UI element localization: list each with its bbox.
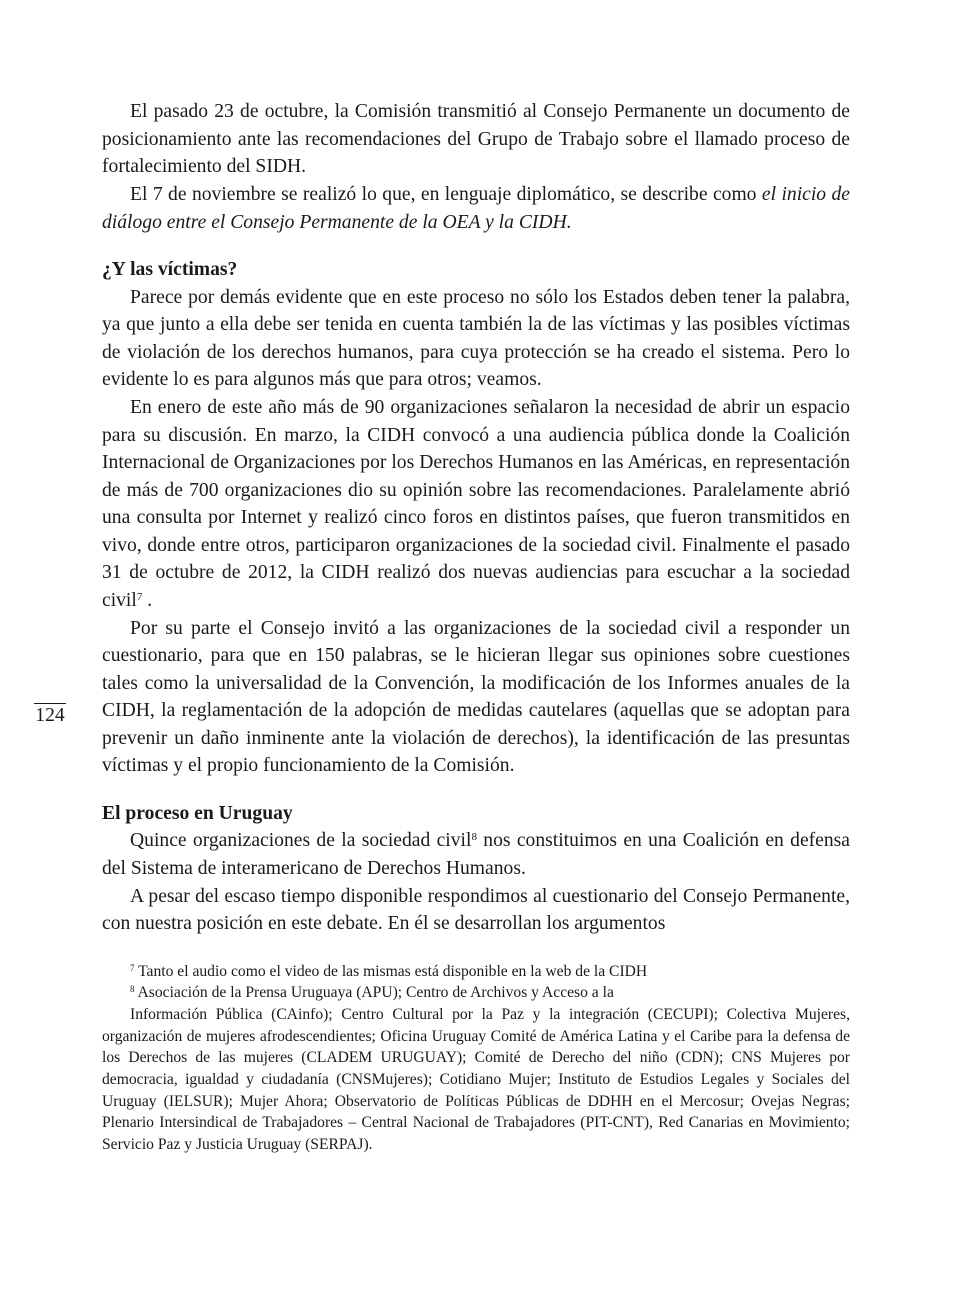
page-number: 124 <box>35 705 65 726</box>
uruguay-paragraph-1-end: nos constituimos en una Coalición en defensa del Sistema de interamericano de Derechos Humanos. <box>102 830 850 879</box>
uruguay-paragraph-2: A pesar del escaso tiempo disponible respondimos al cuestionario del Consejo Permanente, con nuestra posición en este debate. En él se desarrollan los argumentos <box>102 885 850 934</box>
intro-paragraph-1: El pasado 23 de octubre, la Comisión transmitió al Consejo Permanente un documento de posicionamiento ante las recomendaciones del Grupo de Trabajo sobre el llamado proceso de fortalecimiento del SIDH. <box>102 101 850 177</box>
victims-paragraph-1: Parece por demás evidente que en este proceso no sólo los Estados deben tener la palabra, ya que junto a ella debe ser tenida en cuenta también la de las víctimas y las posibles víctimas de violación de los derechos humanos, para cuya protección se ha creado el sistema. Pero lo evidente lo es para algunos más que para otros; veamos. <box>102 286 850 390</box>
victims-paragraph-3: Por su parte el Consejo invitó a las organizaciones de la sociedad civil a responder un cuestionario, para que en 150 palabras, se le hicieran llegar sus opiniones sobre cuestiones tales como la universalidad de la Convención, la modificación de los Informes anuales de la CIDH, la reglamentación de la adopción de medidas cautelares (aquellas que se adoptan para prevenir un daño inminente ante la violación de derechos), la identificación de las presuntas víctimas y el propio funcionamiento de la Comisión. <box>102 617 850 776</box>
page-body <box>102 98 850 1156</box>
footnote-ref-7[interactable]: 7 <box>136 590 143 603</box>
intro-paragraph-2-text: El 7 de noviembre se realizó lo que, en lenguaje diplomático, se describe como <box>130 184 762 205</box>
footnote-8 <box>102 982 850 1004</box>
footnote-8-line-1: Asociación de la Prensa Uruguaya (APU); Centro de Archivos y Acceso a la <box>134 984 614 1002</box>
victims-paragraph-2 <box>102 394 850 614</box>
uruguay-paragraph-1-text: Quince organizaciones de la sociedad civil <box>130 830 472 851</box>
victims-paragraph-2-text: En enero de este año más de 90 organizaciones señalaron la necesidad de abrir un espacio para su discusión. En marzo, la CIDH convocó a una audiencia pública donde la Coalición Internacional de Organizaciones por los Derechos Humanos en las Américas, en representación de más de 700 organizaciones dio su opinión sobre las recomendaciones. Paralelamente abrió una consulta por Internet y realizó cinco foros en distintos países, que fueron transmitidos en vivo, donde entre otros, participaron organizaciones de la sociedad civil. Finalmente el pasado 31 de octubre de 2012, la CIDH realizó dos nuevas audiencias para escuchar a la sociedad civil <box>102 397 850 611</box>
victims-paragraph-2-end: . <box>142 589 153 611</box>
intro-paragraph-2-italic: el inicio de diálogo entre el Consejo Permanente de la OEA y la CIDH. <box>102 184 850 233</box>
footnote-ref-8[interactable]: 8 <box>471 831 477 843</box>
footnotes <box>102 961 850 1156</box>
intro-paragraph-2 <box>102 181 850 236</box>
footnote-8-mark: 8 <box>130 984 135 995</box>
footnote-7 <box>102 961 850 983</box>
footnote-7-text: Tanto el audio como el video de las mismas está disponible en la web de la CIDH <box>134 962 648 980</box>
section-heading-victims: ¿Y las víctimas? <box>102 259 238 280</box>
footnote-7-mark: 7 <box>130 962 135 973</box>
uruguay-paragraph-1 <box>102 827 850 882</box>
section-heading-uruguay: El proceso en Uruguay <box>102 802 293 824</box>
footnote-8-continuation: Información Pública (CAinfo); Centro Cultural por la Paz y la integración (CECUPI); Colectiva Mujeres, organización de mujeres afrodescendientes; Oficina Uruguay Comité de América Latina y el Caribe para la defensa de los Derechos de las mujeres (CLADEM URUGUAY); Comité de Derecho del niño (CDN); CNS Mujeres por democracia, igualdad y ciudadanía (CNSMujeres); Cotidiano Mujer; Instituto de Estudios Legales y Sociales del Uruguay (IELSUR); Mujer Ahora; Observatorio de Políticas Públicas de DDHH en el Mercosur; Ovejas Negras; Plenario Intersindical de Trabajadores – Central Nacional de Trabajadores (PIT-CNT), Red Canarias en Movimiento; Servicio Paz y Justicia Uruguay (SERPAJ). <box>102 1005 850 1154</box>
